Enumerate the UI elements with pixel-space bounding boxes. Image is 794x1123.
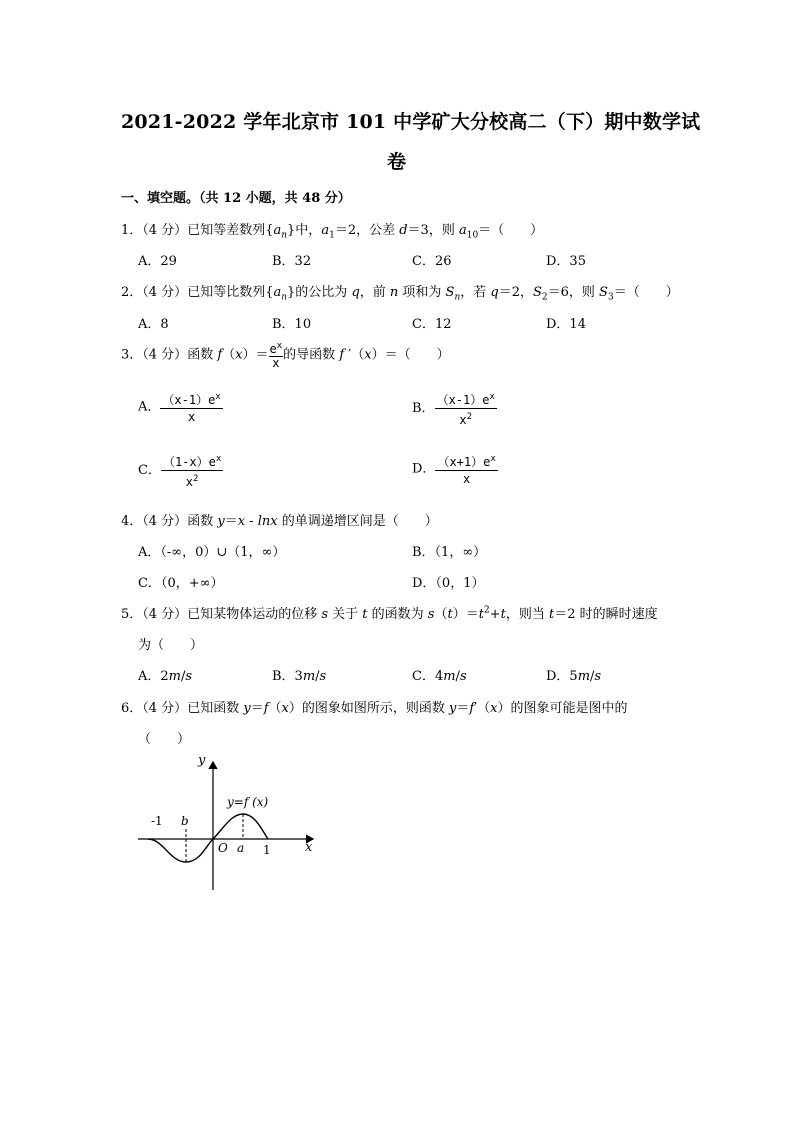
x-axis-label: x bbox=[305, 840, 313, 855]
question-4 bbox=[121, 510, 438, 529]
question-2-option-b[interactable]: B．10 bbox=[272, 317, 312, 332]
tick-label-1: 1 bbox=[263, 843, 271, 857]
question-6-text: 已知函数 y＝f（x）的图象如图所示，则函数 y＝f′（x）的图象可能是图中的 bbox=[187, 701, 628, 716]
section-heading: 一、填空题。（共 12 小题，共 48 分） bbox=[121, 191, 351, 206]
question-5-line2: 为（ ） bbox=[138, 638, 204, 653]
question-1-option-a[interactable]: A．29 bbox=[138, 254, 177, 269]
question-2-text: 已知等比数列$\{a_n\}$的公比为 q，前 n 项和为 $S_n$，若 q＝2，$S_2=6$，则 $S_3=$（ ） bbox=[187, 285, 679, 303]
question-3-option-b-fraction: $\frac{(x-1)e^x}{x^2}$ bbox=[435, 389, 497, 428]
question-1-number: 1．（4 分） bbox=[121, 223, 188, 238]
question-2-option-a[interactable]: A．8 bbox=[138, 317, 169, 332]
question-1-option-c[interactable]: C．26 bbox=[412, 254, 452, 269]
question-5-text: 已知某物体运动的位移 s 关于 t 的函数为 $s(t)=t^2+t$，则当 t＝2 时的瞬时速度 bbox=[187, 605, 658, 622]
question-3-option-a[interactable] bbox=[138, 389, 223, 425]
question-3-fraction-den: x bbox=[272, 356, 280, 370]
question-5-option-b[interactable]: B．3m/s bbox=[272, 669, 327, 684]
tick-label-b: b bbox=[181, 814, 189, 828]
question-3-option-c[interactable] bbox=[138, 451, 223, 490]
question-2-option-d[interactable]: D．14 bbox=[546, 317, 586, 332]
question-1-option-d[interactable]: D．35 bbox=[546, 254, 586, 269]
question-3-fraction-num: $e^x$ bbox=[269, 341, 283, 356]
function-graph bbox=[138, 750, 328, 895]
function-curve bbox=[148, 814, 268, 862]
question-2 bbox=[121, 281, 679, 303]
page-title-line1: 2021-2022 学年北京市 101 中学矿大分校高二（下）期中数学试 bbox=[121, 111, 701, 133]
question-6-number: 6．（4 分） bbox=[121, 701, 188, 716]
question-1-option-b[interactable]: B．32 bbox=[272, 254, 312, 269]
tick-label-a: a bbox=[237, 841, 245, 855]
question-3-option-d-label: D． bbox=[412, 461, 436, 477]
question-5-option-d[interactable]: D．5m/s bbox=[546, 669, 602, 684]
question-3-fraction bbox=[269, 340, 284, 370]
question-4-text: 函数 y＝x - lnx 的单调递增区间是（ ） bbox=[187, 514, 438, 529]
question-4-option-a[interactable]: A．（-∞，0）∪（1，∞） bbox=[138, 545, 286, 560]
curve-label: y=f (x) bbox=[227, 795, 269, 809]
question-5-number: 5．（4 分） bbox=[121, 607, 188, 622]
question-3-option-b-label: B． bbox=[412, 401, 435, 416]
y-axis-label: y bbox=[198, 753, 206, 768]
question-3-option-d-fraction: $\frac{(x+1)e^x}{x}$ bbox=[435, 451, 497, 487]
question-3-option-c-label: C． bbox=[138, 463, 161, 478]
question-3-option-c-fraction: $\frac{(1-x)e^x}{x^2}$ bbox=[161, 451, 223, 490]
question-3-option-a-fraction: $\frac{(x-1)e^x}{x}$ bbox=[160, 389, 222, 425]
question-6-line2: （ ） bbox=[138, 732, 191, 747]
question-4-option-b[interactable]: B．（1，∞） bbox=[412, 545, 487, 560]
question-3-text-before: 函数 f（x）＝ bbox=[187, 347, 269, 363]
question-3 bbox=[121, 340, 450, 370]
question-3-option-a-label: A． bbox=[138, 399, 161, 415]
question-2-option-c[interactable]: C．12 bbox=[412, 317, 452, 332]
question-3-number: 3．（4 分） bbox=[121, 347, 188, 363]
question-5-option-a[interactable]: A．2m/s bbox=[138, 669, 193, 684]
question-1 bbox=[121, 219, 543, 241]
question-4-option-c[interactable]: C．（0，+∞） bbox=[138, 576, 224, 591]
page-title-line2: 卷 bbox=[387, 151, 407, 173]
question-1-text: 已知等差数列$\{a_n\}$中，$a_1=2$，公差 d＝3，则 $a_{10}=$（ ） bbox=[187, 223, 544, 241]
question-4-number: 4．（4 分） bbox=[121, 514, 188, 529]
question-5-line1 bbox=[121, 603, 658, 622]
question-3-option-d[interactable] bbox=[412, 451, 498, 487]
origin-label: O bbox=[218, 841, 228, 855]
question-6-line1 bbox=[121, 697, 628, 716]
question-2-number: 2．（4 分） bbox=[121, 285, 188, 300]
question-3-option-b[interactable] bbox=[412, 389, 497, 428]
tick-label-neg1: -1 bbox=[151, 814, 163, 828]
question-5-option-c[interactable]: C．4m/s bbox=[412, 669, 467, 684]
question-4-option-d[interactable]: D．（0，1） bbox=[412, 576, 485, 591]
question-3-text-after: 的导函数 f ′（x）＝（ ） bbox=[283, 347, 450, 363]
